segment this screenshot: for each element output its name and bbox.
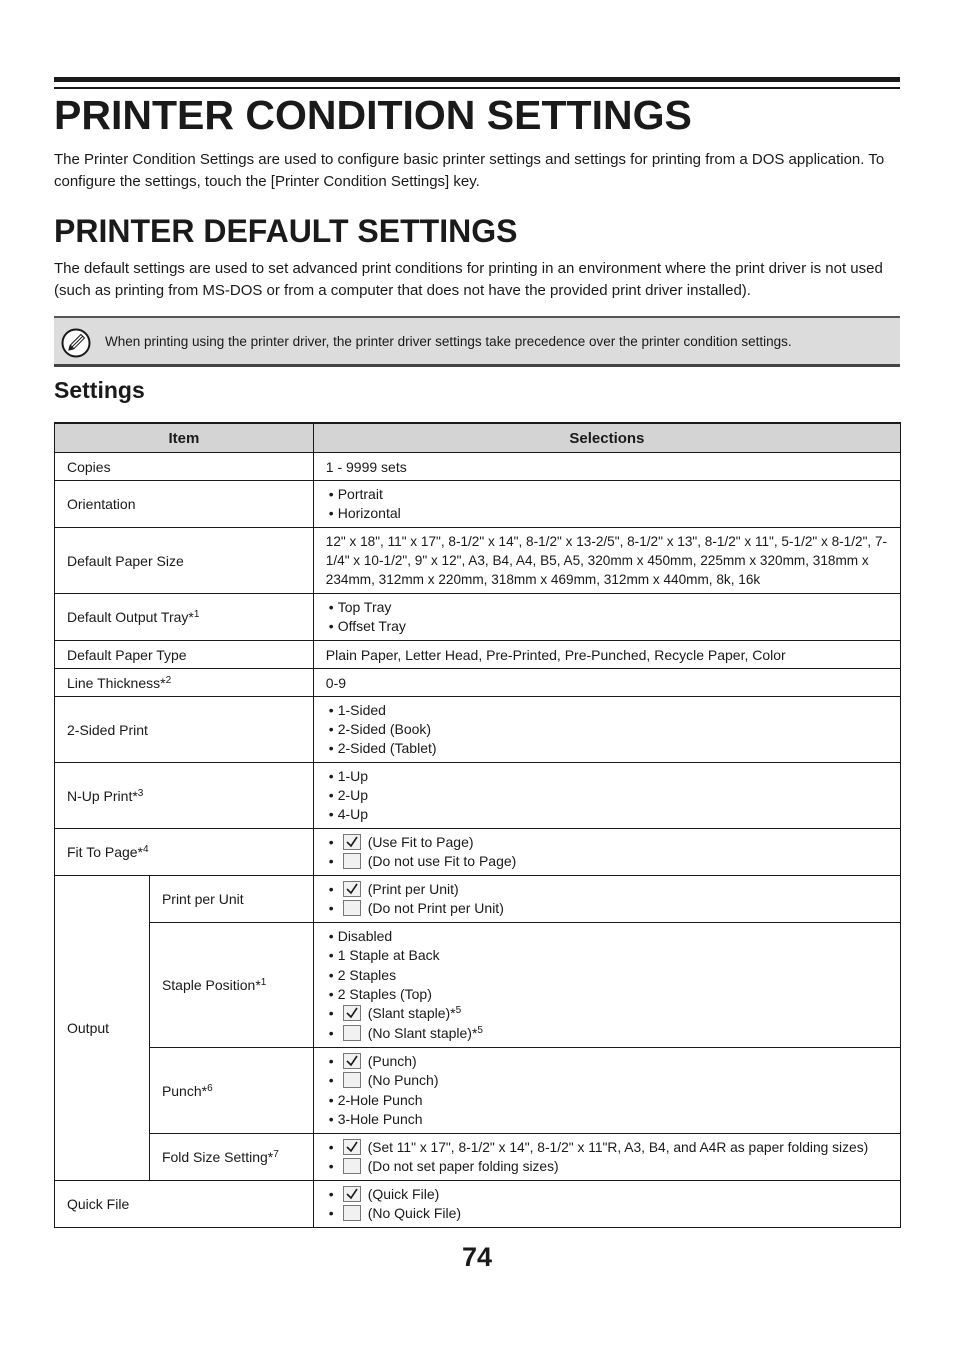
two-sided-label: 2-Sided Print xyxy=(55,697,314,763)
two-sided-options xyxy=(313,697,900,763)
footnote-ref: 2 xyxy=(165,674,172,686)
section-intro: The default settings are used to set advanced print conditions for printing in an environment where the print driver is not used (such as printing from MS-DOS or from a computer that does not have the provided print driver installed). xyxy=(54,260,883,299)
fold-label-text: Fold Size Setting* xyxy=(161,1149,274,1165)
footnote-ref: 7 xyxy=(273,1149,279,1160)
list-item: • Offset Tray xyxy=(326,617,888,636)
footnote-ref: 3 xyxy=(137,787,144,799)
option-text: (Do not use Fit to Page) xyxy=(367,853,517,869)
table-row xyxy=(55,528,901,594)
unchecked-checkbox-icon xyxy=(343,1158,361,1174)
staple-label-text: Staple Position* xyxy=(161,977,261,993)
list-item: • 1 Staple at Back xyxy=(326,946,888,965)
option-text: (Do not set paper folding sizes) xyxy=(367,1159,559,1174)
footnote-ref: 5 xyxy=(455,1005,462,1017)
option-text: (Quick File) xyxy=(367,1185,440,1202)
paper-size-label: Default Paper Size xyxy=(55,528,314,594)
fit-to-page-label xyxy=(55,829,314,876)
table-row xyxy=(55,1134,901,1181)
fit-to-page-options xyxy=(313,829,900,876)
line-thickness-label xyxy=(55,669,314,697)
option-text: (No Punch) xyxy=(367,1072,439,1089)
line-thickness-label-text: Line Thickness* xyxy=(67,674,166,691)
settings-table xyxy=(54,422,901,1228)
footnote-ref: 1 xyxy=(260,977,267,988)
list-item: • Portrait xyxy=(326,485,888,504)
list-item: • 2-Up xyxy=(326,786,888,805)
list-item: • 3-Hole Punch xyxy=(326,1110,888,1129)
paper-size-value: 12" x 18", 11" x 17", 8-1/2" x 14", 8-1/2" x 13-2/5", 8-1/2" x 13", 8-1/2" x 11", 5-1/2" x 8-1/2", 7-1/4" x 10-1/2", 9" x 12", A3, B4, A4, B5, A5, 320mm x 450mm, 225mm x 320mm, 318mm x 234mm, 312mm x 220mm, 318mm x 469mm, 312mm x 440mm, 8k, 16k xyxy=(313,528,900,594)
output-label: Output xyxy=(55,876,150,1181)
table-row xyxy=(55,763,901,829)
option-text: (Print per Unit) xyxy=(367,880,459,897)
table-row xyxy=(55,1048,901,1134)
checked-checkbox-icon xyxy=(343,834,361,850)
list-item: • 2-Sided (Tablet) xyxy=(326,739,888,758)
option-text: (Do not Print per Unit) xyxy=(367,900,504,916)
list-item xyxy=(326,1004,888,1023)
option-text: (Set 11" x 17", 8-1/2" x 14", 8-1/2" x 11"R, A3, B4, and A4R as paper folding sizes) xyxy=(367,1139,869,1155)
table-row xyxy=(55,697,901,763)
punch-label xyxy=(149,1048,313,1134)
option-text: (Slant staple)* xyxy=(367,1005,456,1022)
orientation-options xyxy=(313,481,900,528)
print-per-unit-label: Print per Unit xyxy=(149,876,313,923)
list-item: • 1-Up xyxy=(326,767,888,786)
copies-label: Copies xyxy=(55,453,314,481)
checked-checkbox-icon xyxy=(343,1005,361,1021)
list-item xyxy=(326,1024,888,1043)
page-number: 74 xyxy=(461,1242,493,1272)
footnote-ref: 4 xyxy=(143,844,149,855)
list-item xyxy=(326,833,888,852)
unchecked-checkbox-icon xyxy=(343,1025,361,1041)
n-up-label-text: N-Up Print* xyxy=(67,787,138,804)
top-thick-rule xyxy=(54,77,900,82)
list-item xyxy=(326,899,888,918)
table-row xyxy=(55,453,901,481)
page-title: PRINTER CONDITION SETTINGS xyxy=(54,92,692,138)
output-tray-label xyxy=(55,594,314,641)
paper-type-label: Default Paper Type xyxy=(55,641,314,669)
list-item: • 2-Sided (Book) xyxy=(326,720,888,739)
list-item xyxy=(326,1138,888,1157)
header-item: Item xyxy=(55,423,314,453)
list-item xyxy=(326,1204,888,1223)
table-row xyxy=(55,669,901,697)
fold-options xyxy=(313,1134,900,1181)
fit-to-page-label-text: Fit To Page* xyxy=(67,844,144,860)
footnote-ref: 1 xyxy=(193,609,200,620)
orientation-label: Orientation xyxy=(55,481,314,528)
list-item: • Disabled xyxy=(326,927,888,946)
pencil-note-icon xyxy=(61,328,91,358)
note-box xyxy=(54,316,900,367)
checked-checkbox-icon xyxy=(343,1053,361,1069)
list-item xyxy=(326,1157,888,1176)
section-title: PRINTER DEFAULT SETTINGS xyxy=(54,213,518,249)
unchecked-checkbox-icon xyxy=(343,1072,361,1088)
table-header-row xyxy=(55,423,901,453)
staple-options xyxy=(313,923,900,1048)
list-item: • 2-Hole Punch xyxy=(326,1091,888,1110)
unchecked-checkbox-icon xyxy=(343,900,361,916)
top-thin-rule xyxy=(54,87,900,89)
staple-label xyxy=(149,923,313,1048)
list-item xyxy=(326,852,888,871)
checked-checkbox-icon xyxy=(343,1139,361,1155)
table-row xyxy=(55,923,901,1048)
option-text: (No Slant staple)* xyxy=(367,1024,478,1041)
list-item xyxy=(326,1185,888,1204)
n-up-label xyxy=(55,763,314,829)
list-item: • Horizontal xyxy=(326,504,888,523)
quick-file-options xyxy=(313,1181,900,1228)
table-row xyxy=(55,481,901,528)
quick-file-label: Quick File xyxy=(55,1181,314,1228)
list-item xyxy=(326,880,888,899)
paper-type-value: Plain Paper, Letter Head, Pre-Printed, Pre-Punched, Recycle Paper, Color xyxy=(313,641,900,669)
print-per-unit-options xyxy=(313,876,900,923)
output-tray-options xyxy=(313,594,900,641)
copies-value: 1 - 9999 sets xyxy=(313,453,900,481)
output-tray-label-text: Default Output Tray* xyxy=(67,609,194,625)
list-item: • 1-Sided xyxy=(326,701,888,720)
unchecked-checkbox-icon xyxy=(343,853,361,869)
unchecked-checkbox-icon xyxy=(343,1205,361,1221)
table-row xyxy=(55,594,901,641)
list-item: • 2 Staples xyxy=(326,966,888,985)
line-thickness-value: 0-9 xyxy=(313,669,900,697)
punch-options xyxy=(313,1048,900,1134)
settings-heading: Settings xyxy=(54,377,145,403)
option-text: (Use Fit to Page) xyxy=(367,833,474,850)
table-row xyxy=(55,641,901,669)
option-text: (Punch) xyxy=(367,1052,417,1069)
table-row xyxy=(55,1181,901,1228)
list-item xyxy=(326,1071,888,1090)
fold-label xyxy=(149,1134,313,1181)
checked-checkbox-icon xyxy=(343,881,361,897)
footnote-ref: 5 xyxy=(477,1024,483,1036)
checked-checkbox-icon xyxy=(343,1186,361,1202)
table-row xyxy=(55,829,901,876)
note-text: When printing using the printer driver, the printer driver settings take precedence over the printer condition settings. xyxy=(105,334,792,349)
list-item: • 2 Staples (Top) xyxy=(326,985,888,1004)
punch-label-text: Punch* xyxy=(161,1082,208,1099)
table-row xyxy=(55,876,901,923)
list-item: • Top Tray xyxy=(326,598,888,617)
list-item: • 4-Up xyxy=(326,805,888,824)
list-item xyxy=(326,1052,888,1071)
intro-paragraph: The Printer Condition Settings are used to configure basic printer settings and settings for printing from a DOS application. To configure the settings, touch the [Printer Condition Settings] key. xyxy=(54,151,885,190)
footnote-ref: 6 xyxy=(207,1082,213,1094)
header-selections: Selections xyxy=(313,423,900,453)
option-text: (No Quick File) xyxy=(367,1205,462,1221)
n-up-options xyxy=(313,763,900,829)
